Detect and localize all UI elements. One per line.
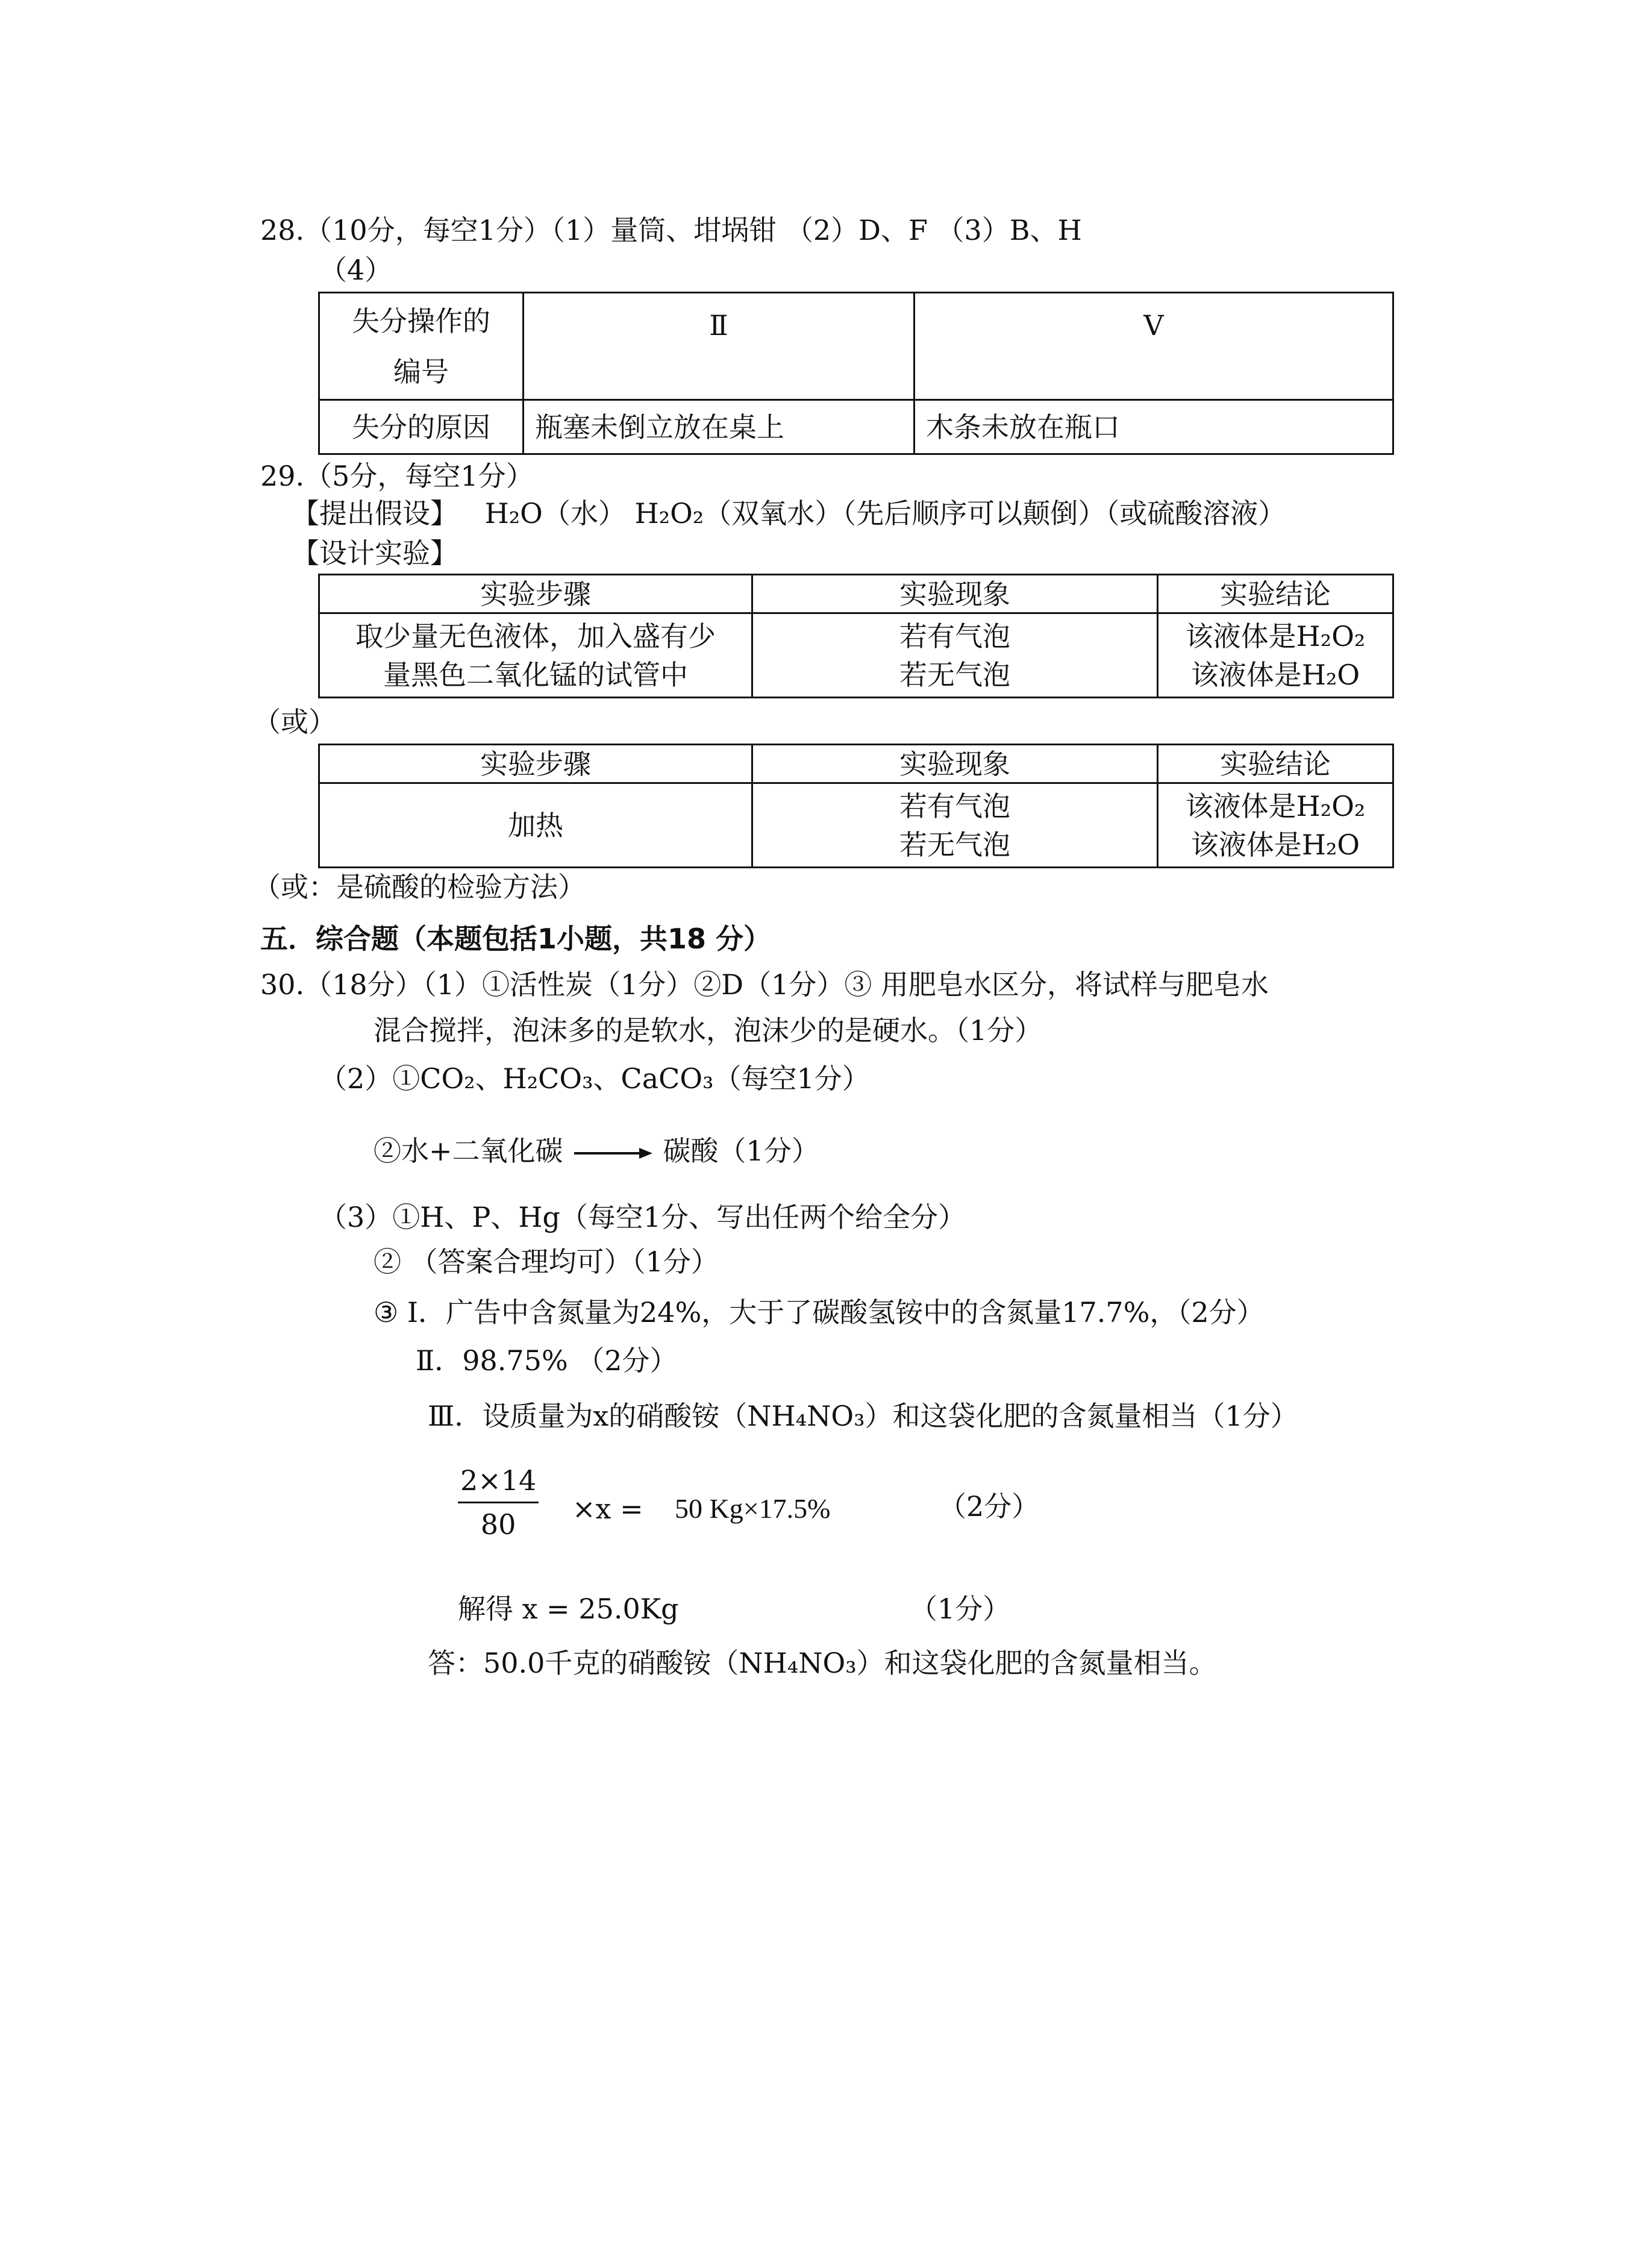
- q28-row1-c2: Ⅴ: [914, 293, 1393, 400]
- table1-header-phenomenon: 实验现象: [752, 575, 1158, 613]
- q29-table-2: [318, 744, 1394, 868]
- q30-solve: 解得 x = 25.0Kg: [458, 1593, 679, 1625]
- table2-conclusion: 该液体是H₂O₂ 该液体是H₂O: [1158, 783, 1393, 868]
- q30-solve-score: （1分）: [910, 1593, 1011, 1625]
- q29-hypothesis: [292, 495, 1286, 531]
- table1-conclusion: 该液体是H₂O₂ 该液体是H₂O: [1158, 613, 1393, 698]
- reaction-arrow-icon: [574, 1146, 652, 1161]
- q30-p3-2: ② （答案合理均可）（1分）: [374, 1245, 719, 1278]
- q28-row1-label: 失分操作的 编号: [319, 293, 524, 400]
- q28-row2-c2: 木条未放在瓶口: [914, 400, 1393, 454]
- p2-2-left: ②水+二氧化碳: [374, 1135, 563, 1167]
- hypothesis-text: H₂O（水） H₂O₂（双氧水）（先后顺序可以颠倒）（或硫酸溶液）: [484, 497, 1286, 530]
- q30-p3-4: Ⅱ．98.75% （2分）: [416, 1344, 678, 1377]
- q28-sub4: （4）: [319, 254, 393, 286]
- q30-p3-5: Ⅲ．设质量为x的硝酸铵（NH₄NO₃）和这袋化肥的含氮量相当（1分）: [428, 1400, 1298, 1432]
- fraction-numerator: 2×14: [458, 1464, 539, 1503]
- q30-p3-3: ③ Ⅰ．广告中含氮量为24%，大于了碳酸氢铵中的含氮量17.7%，（2分）: [374, 1296, 1265, 1329]
- q30-p3-1: （3）①H、P、Hg（每空1分、写出任两个给全分）: [319, 1201, 966, 1233]
- table2-header-conclusion: 实验结论: [1158, 745, 1393, 783]
- table2-header-phenomenon: 实验现象: [752, 745, 1158, 783]
- table1-phenomenon: 若有气泡 若无气泡: [752, 613, 1158, 698]
- section5-title: 五．综合题（本题包括1小题，共18 分）: [260, 923, 772, 955]
- table2-phenomenon: 若有气泡 若无气泡: [752, 783, 1158, 868]
- table1-header-step: 实验步骤: [319, 575, 752, 613]
- p2-2-right: 碳酸（1分）: [663, 1135, 819, 1167]
- hypothesis-label: 【提出假设】: [292, 497, 458, 530]
- q29-header: 29.（5分，每空1分）: [260, 460, 534, 492]
- q29-design-label: 【设计实验】: [292, 537, 458, 569]
- q29-or2: （或：是硫酸的检验方法）: [253, 871, 586, 903]
- table1-header-conclusion: 实验结论: [1158, 575, 1393, 613]
- q28-row2-label: 失分的原因: [319, 400, 524, 454]
- q30-line2: 混合搅拌，泡沫多的是软水，泡沫少的是硬水。（1分）: [374, 1014, 1043, 1047]
- q30-answer: 答：50.0千克的硝酸铵（NH₄NO₃）和这袋化肥的含氮量相当。: [428, 1647, 1217, 1679]
- equation-right: 50 Kg×17.5%: [675, 1493, 831, 1524]
- table2-step: 加热: [319, 783, 752, 868]
- equation-score: （2分）: [939, 1490, 1040, 1523]
- table1-step: 取少量无色液体，加入盛有少 量黑色二氧化锰的试管中: [319, 613, 752, 698]
- q30-p2-1: （2）①CO₂、H₂CO₃、CaCO₃（每空1分）: [319, 1062, 870, 1095]
- q29-table-1: [318, 574, 1394, 698]
- table2-header-step: 实验步骤: [319, 745, 752, 783]
- q28-row1-c1: Ⅱ: [524, 293, 914, 400]
- equation-mid: ×x =: [572, 1493, 643, 1525]
- q29-or1: （或）: [253, 706, 336, 738]
- q30-p2-2: [374, 1133, 819, 1169]
- q30-line1: 30.（18分）（1）①活性炭（1分）②D（1分）③ 用肥皂水区分，将试样与肥皂水: [260, 968, 1269, 1001]
- q28-header: 28.（10分，每空1分）（1）量筒、坩埚钳 （2）D、F （3）B、H: [260, 214, 1082, 246]
- equation-fraction: [458, 1464, 539, 1541]
- fraction-denominator: 80: [480, 1508, 516, 1541]
- q28-row2-c1: 瓶塞未倒立放在桌上: [524, 400, 914, 454]
- q28-table: [318, 292, 1394, 455]
